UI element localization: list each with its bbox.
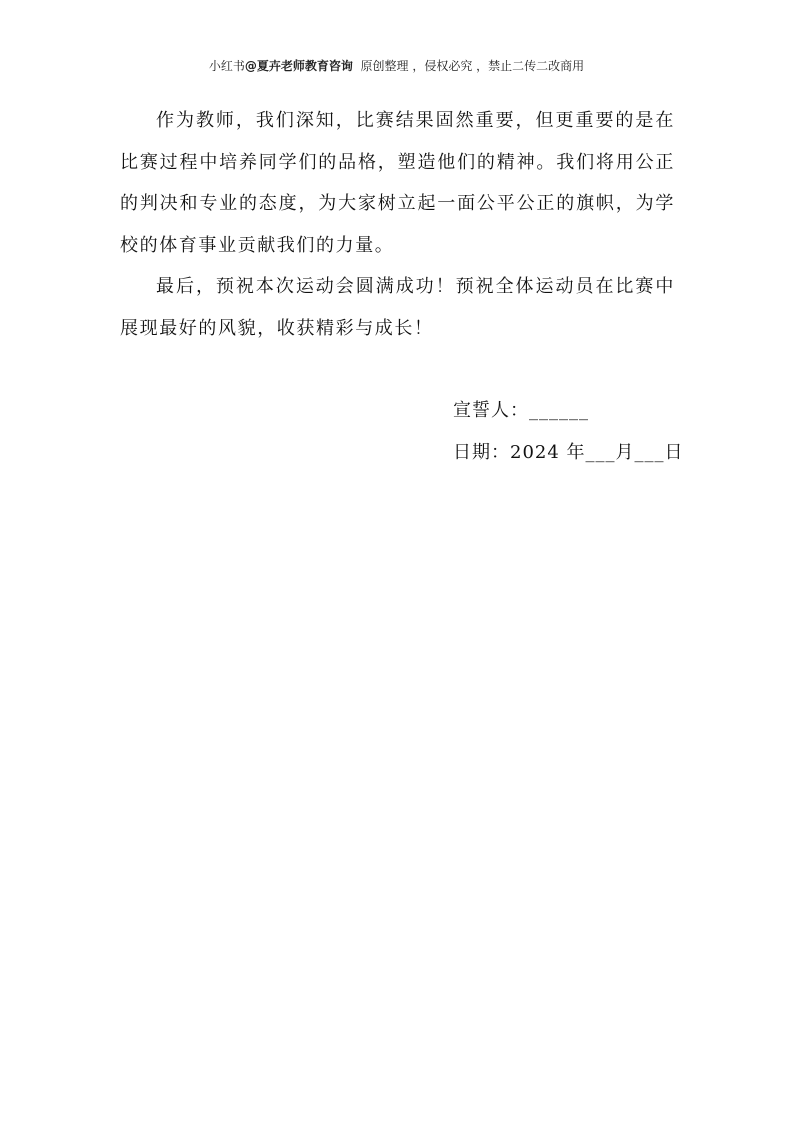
header-prefix: 小红书	[208, 59, 245, 73]
oath-taker-line: 宣誓人：______	[453, 400, 589, 421]
paragraph-teacher-role: 作为教师，我们深知，比赛结果固然重要，但更重要的是在比赛过程中培养同学们的品格，塑造他们的精神。我们将用公正的判决和专业的态度，为大家树立起一面公平公正的旗帜，为学校的体育事业贡献我们的力量。	[120, 110, 675, 256]
paragraph-closing-wishes: 最后，预祝本次运动会圆满成功！预祝全体运动员在比赛中展现最好的风貌，收获精彩与成长！	[120, 276, 675, 339]
document-body	[120, 100, 675, 349]
header-brand: @夏卉老师教育咨询	[244, 59, 353, 73]
date-line: 日期：2024 年___月___日	[453, 441, 684, 463]
page-header	[0, 56, 793, 76]
signature-block	[453, 390, 693, 473]
header-notice: 原创整理 ，侵权必究 ，禁止二传二改商用	[360, 59, 585, 73]
